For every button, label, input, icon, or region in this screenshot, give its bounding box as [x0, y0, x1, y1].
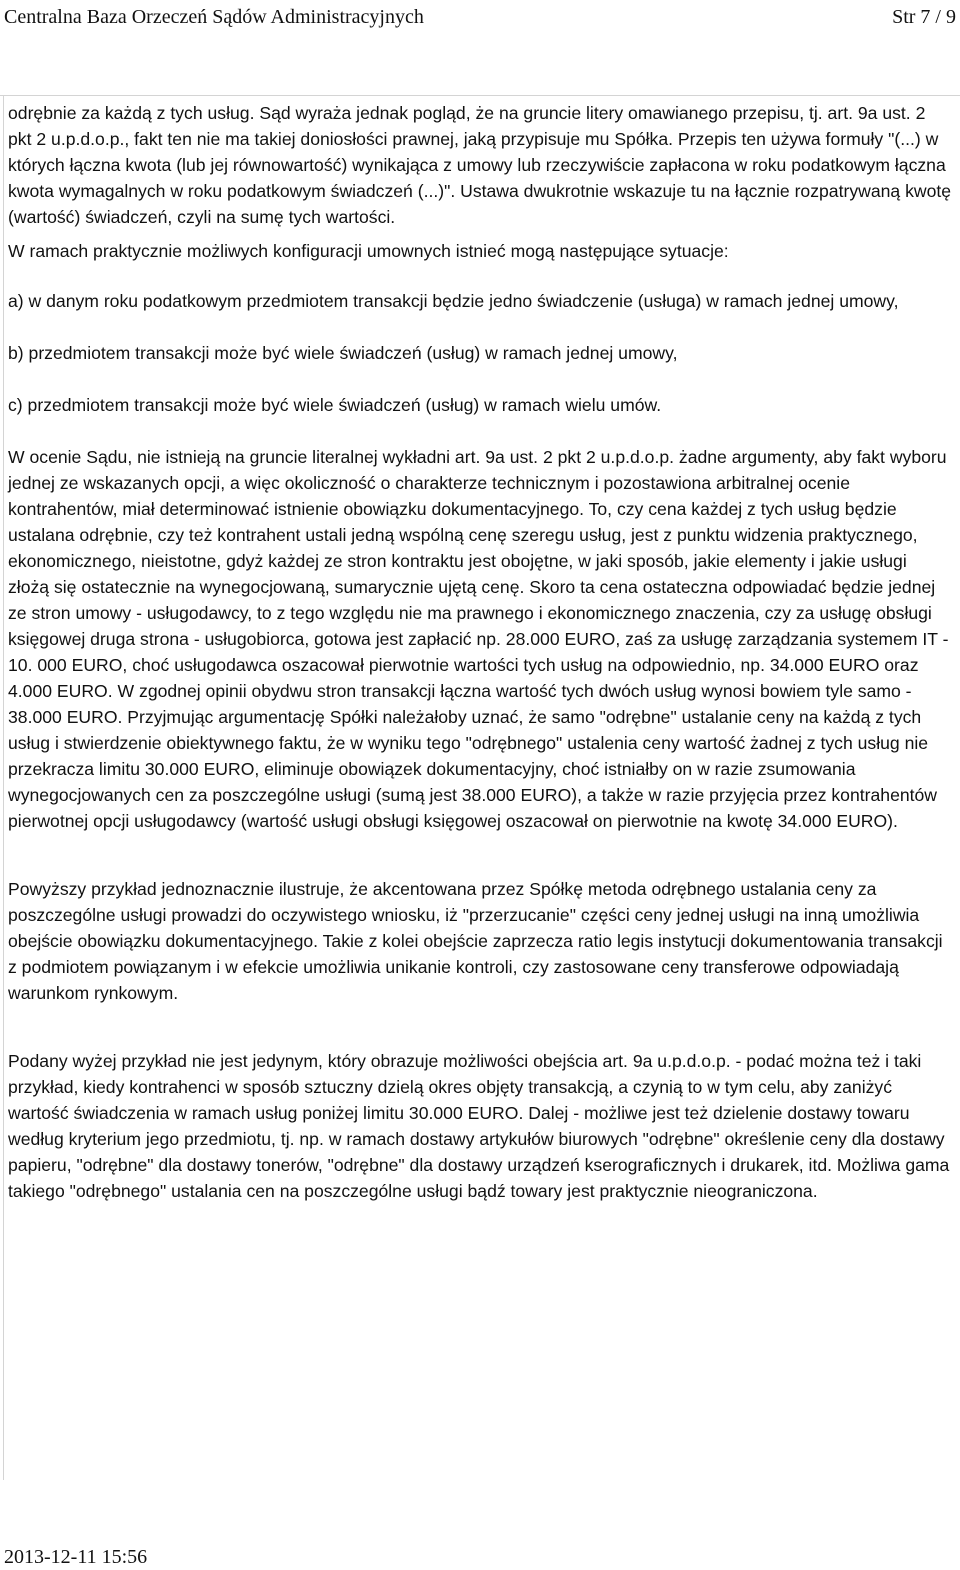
list-item-b: b) przedmiotem transakcji może być wiele świadczeń (usług) w ramach jednej umowy,	[8, 343, 678, 363]
top-divider	[0, 95, 960, 96]
paragraph-other-examples: Podany wyżej przykład nie jest jedynym, który obrazuje możliwości obejścia art. 9a u.p.d.o.p. - podać można też i taki przykład, kiedy kontrahenci w sposób sztuczny dzielą okres objęty transakcją, a czynią to w tym celu, aby zaniżyć wartość świadczenia w ramach usług poniżej limitu 30.000 EURO. Dalej - możliwe jest też dzielenie dostawy towaru według kryterium jego przedmiotu, tj. np. w ramach dostawy artykułów biurowych "odrębne" określenie ceny dla dostawy papieru, "odrębne" dla dostawy tonerów, "odrębne" dla dostawy urządzeń kserograficznych i drukarek, itd. Możliwa gama takiego "odrębnego" ustalania cen na poszczególne usługi bądź towary jest praktycznie nieograniczona.	[8, 1051, 950, 1201]
list-item-c: c) przedmiotem transakcji może być wiele świadczeń (usług) w ramach wielu umów.	[8, 395, 662, 415]
paragraph-configurations: W ramach praktycznie możliwych konfiguracji umownych istnieć mogą następujące sytuacje:	[8, 241, 729, 261]
paragraph-intro: odrębnie za każdą z tych usług. Sąd wyraża jednak pogląd, że na gruncie litery omawianego przepisu, tj. art. 9a ust. 2 pkt 2 u.p.d.o.p., fakt ten nie ma takiej doniosłości prawnej, jaką przypisuje mu Spółka. Przepis ten używa formuły "(...) w których łączna kwota (lub jej równowartość) wynikająca z umowy lub rzeczywiście zapłacona w roku podatkowym łączna kwota wymagalnych w roku podatkowym świadczeń (...)". Ustawa dwukrotnie wskazuje tu na łącznie rozpatrywaną kwotę (wartość) świadczeń, czyli na sumę tych wartości.	[8, 103, 952, 227]
judgment-body	[8, 100, 952, 1204]
left-border	[3, 95, 4, 1480]
print-timestamp: 2013-12-11 15:56	[4, 1546, 148, 1568]
document-source-title: Centralna Baza Orzeczeń Sądów Administracyjnych	[4, 6, 424, 28]
page-number: Str 7 / 9	[892, 6, 956, 28]
list-item-a: a) w danym roku podatkowym przedmiotem transakcji będzie jedno świadczenie (usługa) w ramach jednej umowy,	[8, 291, 899, 311]
page-header	[4, 0, 956, 34]
paragraph-example-illustration: Powyższy przykład jednoznacznie ilustruje, że akcentowana przez Spółkę metoda odrębnego ustalania ceny za poszczególne usługi prowadzi do oczywistego wniosku, iż "przerzucanie" części ceny jednej usługi na inną umożliwia obejście obowiązku dokumentacyjnego. Takie z kolei obejście zaprzecza ratio legis instytucji dokumentowania transakcji z podmiotem powiązanym i w efekcie umożliwia unikanie kontroli, czy zastosowane ceny transferowe odpowiadają warunkom rynkowym.	[8, 879, 943, 1003]
paragraph-court-assessment: W ocenie Sądu, nie istnieją na gruncie literalnej wykładni art. 9a ust. 2 pkt 2 u.p.d.o.p. żadne argumenty, aby fakt wyboru jednej ze wskazanych opcji, a więc okoliczność o charakterze technicznym i pozostawiona arbitralnej ocenie kontrahentów, miał determinować istnienie obowiązku dokumentacyjnego. To, czy cena każdej z tych usług będzie ustalana odrębnie, czy też kontrahent ustali jedną wspólną cenę szeregu usług, jest z punktu widzenia praktycznego, ekonomicznego, nieistotne, gdyż każdej ze stron kontraktu jest obojętne, w jaki sposób, jakie elementy i jakie usługi złożą się ostatecznie na wynegocjowaną, sumarycznie ujętą cenę. Skoro ta cena ostateczna odpowiadać będzie jednej ze stron umowy - usługodawcy, to z tego względu nie ma prawnego i ekonomicznego znaczenia, czy za usługę obsługi księgowej druga strona - usługobiorca, gotowa jest zapłacić np. 28.000 EURO, zaś za usługę zarządzania systemem IT - 10. 000 EURO, choć usługodawca oszacował pierwotnie wartości tych usług na odpowiednio, np. 34.000 EURO oraz 4.000 EURO. W zgodnej opinii obydwu stron transakcji łączna wartość tych dwóch usług wynosi bowiem tyle samo - 38.000 EURO. Przyjmując argumentację Spółki należałoby uznać, że samo "odrębne" ustalanie ceny na każdą z tych usług i stwierdzenie obiektywnego faktu, że w wyniku tego "odrębnego" ustalenia ceny wartość żadnej z tych usług nie przekracza limitu 30.000 EURO, eliminuje obowiązek dokumentacyjny, choć istniałby on w razie zsumowania wynegocjowanych cen za poszczególne usługi (sumą jest 38.000 EURO), a także w razie przyjęcia przez kontrahentów pierwotnej opcji usługodawcy (wartość usługi obsługi księgowej oszacował on pierwotnie na kwotę 34.000 EURO).	[8, 447, 949, 831]
